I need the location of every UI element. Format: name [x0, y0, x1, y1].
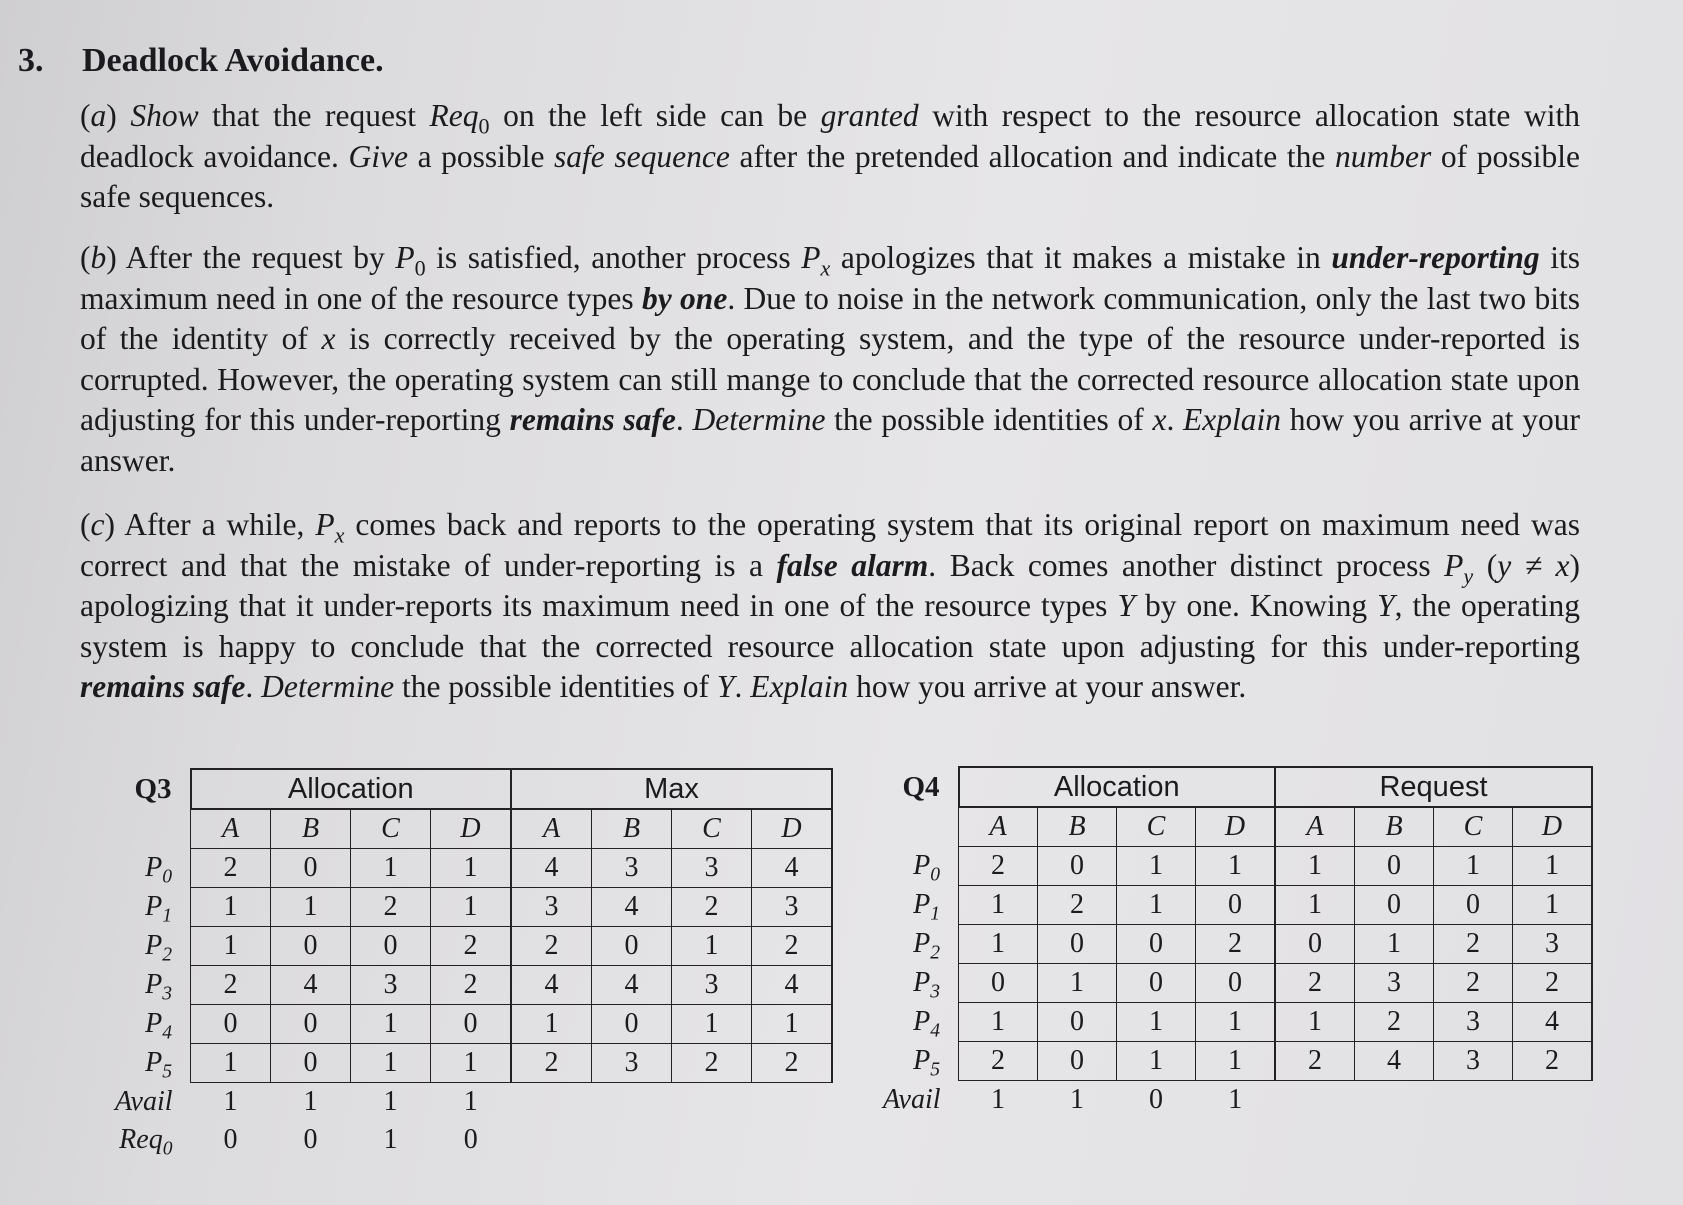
req-cell: 0	[303, 1124, 318, 1155]
process-label	[860, 925, 959, 964]
allocation-cell: 2	[191, 849, 271, 888]
allocation-cell: 1	[431, 1044, 512, 1083]
table-row	[860, 925, 1592, 964]
req-cell: 1	[383, 1124, 398, 1155]
allocation-cell: 1	[431, 849, 512, 888]
allocation-cell: 0	[1038, 1003, 1117, 1042]
allocation-cell: 4	[271, 966, 351, 1005]
avail-cell: 1	[303, 1086, 318, 1117]
process-label	[92, 927, 191, 966]
process-letter: P	[913, 1006, 931, 1037]
max-cell: 1	[672, 1005, 752, 1044]
column-header: B	[592, 809, 672, 849]
part-a-segment: )	[106, 98, 131, 133]
column-header: B	[1038, 807, 1117, 847]
allocation-cell: 2	[1038, 886, 1117, 925]
allocation-cell: 1	[959, 886, 1038, 925]
process-label	[860, 886, 959, 925]
process-index: 4	[930, 1020, 940, 1042]
max-cell: 4	[511, 966, 592, 1005]
process-letter: P	[145, 891, 163, 922]
allocation-cell: 2	[1196, 925, 1276, 964]
request-cell: 4	[1513, 1003, 1593, 1042]
part-b-segment: .	[675, 402, 693, 437]
max-cell: 0	[592, 927, 672, 966]
column-header: A	[959, 807, 1038, 847]
allocation-cell: 2	[959, 847, 1038, 886]
avail-cell: 0	[1149, 1084, 1163, 1115]
corner-cell	[92, 809, 191, 849]
allocation-cell: 1	[191, 1044, 271, 1083]
part-a-segment: a possible	[407, 138, 555, 174]
group-header-allocation: Allocation	[959, 767, 1276, 807]
allocation-cell: 1	[431, 888, 512, 927]
request-cell: 2	[1355, 1003, 1434, 1042]
allocation-cell: 0	[959, 964, 1038, 1003]
allocation-cell: 0	[1196, 886, 1276, 925]
part-a-segment: that the request	[198, 98, 430, 133]
column-header: C	[351, 809, 431, 849]
avail-cell: 1	[463, 1086, 478, 1117]
q4-table	[860, 766, 1593, 1119]
avail-cell: 1	[1070, 1084, 1084, 1115]
part-a-segment: Give	[348, 138, 408, 174]
max-cell: 2	[752, 927, 833, 966]
part-b-segment: by one	[641, 280, 728, 316]
part-a-segment: with respect to the resource allocation state with deadlock avoidance.	[80, 98, 1580, 174]
avail-label: Avail	[882, 1083, 941, 1115]
part-c-segment: the possible identities of	[394, 669, 717, 704]
column-header: A	[1275, 807, 1355, 847]
allocation-cell: 0	[191, 1005, 271, 1044]
request-cell: 1	[1355, 925, 1434, 964]
part-c-segment: .	[245, 669, 262, 704]
process-index: 4	[162, 1022, 172, 1044]
process-index: 2	[930, 942, 940, 964]
max-cell: 2	[511, 927, 592, 966]
process-label	[860, 964, 959, 1003]
request-cell: 1	[1513, 847, 1593, 886]
request-cell: 1	[1275, 1003, 1355, 1042]
allocation-cell: 0	[271, 849, 351, 888]
allocation-cell: 0	[431, 1005, 512, 1044]
part-b-segment: under-reporting	[1331, 240, 1540, 275]
part-c-segment: Y	[1117, 588, 1135, 623]
max-cell: 2	[752, 1044, 833, 1083]
part-c-segment: Y	[1377, 588, 1395, 623]
allocation-cell: 1	[959, 925, 1038, 964]
part-b-segment: how you arrive at your answer.	[80, 402, 1581, 478]
column-header: C	[1434, 807, 1513, 847]
max-cell: 3	[672, 966, 752, 1005]
allocation-cell: 1	[351, 1005, 431, 1044]
column-header: D	[752, 809, 833, 849]
part-b-segment: Determine	[692, 402, 826, 437]
part-a-segment: on the left side can be	[489, 98, 821, 133]
process-index: 2	[162, 944, 172, 966]
part-c-segment: .	[734, 669, 751, 704]
request-cell: 1	[1275, 886, 1355, 925]
request-cell: 3	[1513, 925, 1593, 964]
table-row	[860, 1042, 1592, 1081]
part-c-segment: by one. Knowing	[1134, 588, 1378, 623]
part-c-text	[80, 505, 1580, 708]
allocation-cell: 2	[191, 966, 271, 1005]
process-letter: P	[913, 928, 931, 959]
allocation-cell: 1	[1117, 886, 1196, 925]
part-a-segment: Show	[130, 98, 199, 133]
part-b-segment: the possible identities of	[825, 402, 1153, 437]
allocation-cell: 1	[351, 1044, 431, 1083]
part-a-segment: after the pretended allocation and indicate the	[729, 138, 1336, 174]
part-c-segment: y ≠ x	[1497, 547, 1570, 583]
part-b-segment: x	[820, 255, 831, 281]
request-cell: 2	[1513, 964, 1593, 1003]
max-cell: 4	[511, 849, 592, 888]
allocation-cell: 0	[1196, 964, 1276, 1003]
part-c-segment: ) After a while,	[104, 507, 316, 542]
question-title: Deadlock Avoidance.	[82, 42, 384, 79]
process-index: 0	[162, 866, 172, 888]
part-b-segment: apologizes that it makes a mistake in	[830, 240, 1332, 275]
part-c-segment: (	[80, 507, 91, 542]
max-cell: 1	[672, 927, 752, 966]
max-cell: 3	[592, 849, 672, 888]
part-b-segment: is correctly received by the operating system, and the type of the resource under-reported is corrupted. However, the operating system can still mange to conclude that the corrected resource allocation state upon adjusting for this under-reporting	[80, 321, 1580, 437]
process-label	[92, 849, 191, 888]
part-c-segment: , the operating system is happy to conclude that the corrected resource allocation state upon adjusting for this under-reporting	[80, 588, 1580, 664]
part-b-segment: x	[1152, 402, 1167, 437]
table-row	[92, 1005, 832, 1044]
part-c-segment: Explain	[750, 669, 849, 704]
allocation-cell: 2	[431, 966, 512, 1005]
table-label: Q4	[902, 770, 940, 803]
avail-label: Avail	[114, 1085, 173, 1117]
part-c-segment: Y	[716, 669, 735, 704]
process-index: 1	[930, 903, 940, 925]
req-index: 0	[162, 1138, 173, 1160]
req-name: Req	[119, 1124, 163, 1155]
req-cell: 0	[463, 1124, 478, 1155]
part-b-segment: Explain	[1183, 402, 1282, 437]
part-c-segment: (	[1473, 547, 1498, 583]
request-cell: 0	[1355, 886, 1434, 925]
table-row	[860, 847, 1592, 886]
process-letter: P	[913, 889, 931, 920]
part-b-segment: remains safe	[509, 402, 676, 437]
group-header-max: Max	[511, 769, 832, 809]
process-letter: P	[913, 1045, 931, 1076]
process-letter: P	[145, 930, 163, 961]
part-c-segment: false alarm	[776, 547, 929, 583]
column-header: B	[271, 809, 351, 849]
process-index: 3	[162, 983, 172, 1005]
max-cell: 2	[672, 1044, 752, 1083]
avail-cell: 1	[991, 1084, 1005, 1115]
column-header: C	[1117, 807, 1196, 847]
part-c-segment: Determine	[261, 669, 395, 704]
process-letter: P	[145, 852, 163, 883]
request-cell: 3	[1434, 1042, 1513, 1081]
column-header: C	[672, 809, 752, 849]
part-b-segment: P	[801, 240, 821, 275]
part-c-segment: P	[315, 507, 335, 542]
part-b-segment: .	[1166, 402, 1184, 437]
table-row	[860, 886, 1592, 925]
part-b-segment: is satisfied, another process	[425, 240, 802, 275]
max-cell: 2	[672, 888, 752, 927]
process-label	[92, 1005, 191, 1044]
part-c-segment: ) apologizing that it under-reports its maximum need in one of the resource types	[80, 547, 1580, 623]
process-index: 3	[930, 981, 940, 1003]
process-label	[860, 847, 959, 886]
max-cell: 2	[511, 1044, 592, 1083]
request-cell: 3	[1355, 964, 1434, 1003]
part-b-text	[80, 238, 1580, 481]
process-index: 5	[162, 1061, 172, 1083]
corner-cell	[860, 807, 959, 847]
process-letter: P	[145, 1047, 163, 1078]
part-a-segment: a	[90, 98, 107, 133]
question-number: 3.	[18, 42, 44, 79]
column-header: A	[191, 809, 271, 849]
process-label	[92, 888, 191, 927]
avail-cell: 1	[1228, 1084, 1243, 1115]
allocation-cell: 0	[271, 1005, 351, 1044]
allocation-cell: 0	[1117, 925, 1196, 964]
column-header: D	[431, 809, 512, 849]
part-b-segment: ) After the request by	[106, 240, 396, 275]
column-header: B	[1355, 807, 1434, 847]
process-letter: P	[145, 969, 163, 1000]
part-b-segment: . Due to noise in the network communication, only the last two bits of the identity of	[80, 280, 1580, 356]
allocation-cell: 2	[351, 888, 431, 927]
part-a-segment: safe sequence	[554, 138, 730, 174]
part-a-segment: granted	[820, 98, 919, 133]
process-label	[860, 1042, 959, 1081]
max-cell: 3	[752, 888, 833, 927]
part-c-segment: x	[334, 522, 345, 548]
part-b-segment: b	[90, 240, 107, 275]
allocation-cell: 1	[191, 927, 271, 966]
table-row	[860, 964, 1592, 1003]
req-label	[92, 1121, 191, 1159]
process-letter: P	[913, 850, 931, 881]
request-cell: 4	[1355, 1042, 1434, 1081]
allocation-cell: 1	[1117, 1042, 1196, 1081]
req-cell: 0	[223, 1124, 238, 1155]
part-b-segment: 0	[414, 255, 426, 281]
request-cell: 0	[1355, 847, 1434, 886]
allocation-cell: 1	[1038, 964, 1117, 1003]
allocation-cell: 1	[1196, 847, 1276, 886]
max-cell: 1	[752, 1005, 833, 1044]
group-header-request: Request	[1275, 767, 1592, 807]
q3-table	[92, 768, 833, 1159]
allocation-cell: 1	[1196, 1042, 1276, 1081]
part-a-segment: Req	[429, 98, 479, 133]
table-row	[92, 1044, 832, 1083]
process-index: 5	[930, 1059, 940, 1081]
allocation-cell: 1	[1196, 1003, 1276, 1042]
request-cell: 1	[1513, 886, 1593, 925]
allocation-cell: 0	[1038, 1042, 1117, 1081]
part-a-segment: of possible safe sequences.	[80, 138, 1580, 214]
part-a-text	[80, 96, 1580, 218]
process-letter: P	[913, 967, 931, 998]
allocation-cell: 0	[1038, 847, 1117, 886]
table-row	[92, 927, 832, 966]
table-row	[860, 1003, 1592, 1042]
column-header: D	[1513, 807, 1593, 847]
max-cell: 4	[592, 966, 672, 1005]
max-cell: 3	[511, 888, 592, 927]
column-header: D	[1196, 807, 1276, 847]
allocation-cell: 1	[959, 1003, 1038, 1042]
part-c-segment: remains safe	[80, 669, 246, 704]
request-cell: 2	[1434, 925, 1513, 964]
allocation-cell: 2	[431, 927, 512, 966]
allocation-cell: 0	[271, 927, 351, 966]
max-cell: 4	[752, 966, 833, 1005]
part-b-segment: P	[395, 240, 415, 275]
allocation-cell: 0	[351, 927, 431, 966]
process-index: 0	[930, 864, 940, 886]
process-label	[92, 966, 191, 1005]
table-row	[92, 888, 832, 927]
request-cell: 3	[1434, 1003, 1513, 1042]
part-c-segment: how you arrive at your answer.	[848, 669, 1247, 704]
part-c-segment: comes back and reports to the operating system that its original report on maximum need was correct and that the mistake of under-reporting is a	[80, 507, 1581, 583]
group-header-allocation: Allocation	[191, 769, 512, 809]
table-row	[92, 966, 832, 1005]
avail-cell: 1	[383, 1086, 398, 1117]
column-header: A	[511, 809, 592, 849]
part-b-segment: (	[80, 240, 91, 275]
request-cell: 2	[1513, 1042, 1593, 1081]
process-letter: P	[145, 1008, 163, 1039]
request-cell: 2	[1275, 1042, 1355, 1081]
max-cell: 3	[672, 849, 752, 888]
avail-cell: 1	[223, 1086, 238, 1117]
allocation-cell: 1	[271, 888, 351, 927]
part-b-segment: x	[321, 321, 336, 356]
request-cell: 2	[1275, 964, 1355, 1003]
table-row	[92, 849, 832, 888]
allocation-cell: 0	[1117, 964, 1196, 1003]
allocation-cell: 2	[959, 1042, 1038, 1081]
allocation-cell: 1	[351, 849, 431, 888]
allocation-cell: 1	[1117, 1003, 1196, 1042]
allocation-cell: 0	[271, 1044, 351, 1083]
max-cell: 0	[592, 1005, 672, 1044]
allocation-cell: 1	[1117, 847, 1196, 886]
part-a-segment: (	[80, 98, 91, 133]
table-label: Q3	[134, 772, 172, 805]
max-cell: 3	[592, 1044, 672, 1083]
process-index: 1	[162, 905, 172, 927]
process-label	[92, 1044, 191, 1083]
part-a-segment: number	[1335, 138, 1432, 174]
part-b-segment: its maximum need in one of the resource types	[80, 240, 1580, 316]
allocation-cell: 3	[351, 966, 431, 1005]
max-cell: 4	[752, 849, 833, 888]
part-c-segment: P	[1444, 547, 1464, 583]
request-cell: 1	[1434, 847, 1513, 886]
max-cell: 4	[592, 888, 672, 927]
request-cell: 1	[1275, 847, 1355, 886]
allocation-cell: 1	[191, 888, 271, 927]
part-c-segment: y	[1463, 562, 1474, 588]
request-cell: 0	[1275, 925, 1355, 964]
part-c-segment: . Back comes another distinct process	[928, 547, 1445, 583]
part-c-segment: c	[90, 507, 105, 542]
request-cell: 2	[1434, 964, 1513, 1003]
max-cell: 1	[511, 1005, 592, 1044]
allocation-cell: 0	[1038, 925, 1117, 964]
request-cell: 0	[1434, 886, 1513, 925]
part-a-segment: 0	[478, 113, 490, 139]
process-label	[860, 1003, 959, 1042]
